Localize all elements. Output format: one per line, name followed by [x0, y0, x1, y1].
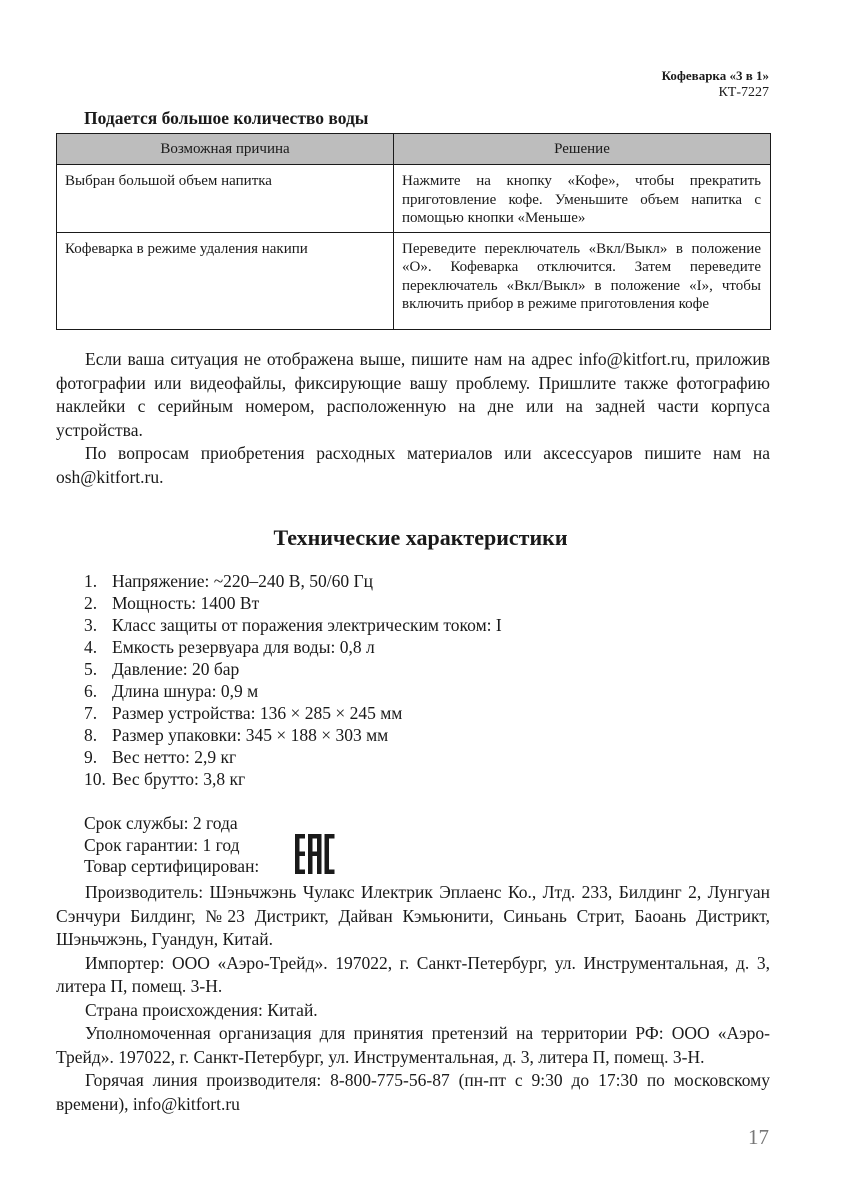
model-number: КТ-7227 — [718, 85, 769, 100]
eac-certification-icon — [295, 834, 335, 874]
manufacturer-paragraph: Производитель: Шэньчжэнь Чулакс Илектрик Эплаенс Ко., Лтд. 233, Билдинг 2, Лунгуан Сэнчури Билдинг, №23 Дистрикт, Дайван Кэмьюнити, Синьань Стрит, Баоань Дистрикт, Шэньчжэнь, Гуандун, Китай. — [56, 882, 770, 949]
accessories-paragraph: По вопросам приобретения расходных материалов или аксессуаров пишите нам на osh@kitfort.ru. — [56, 443, 770, 487]
service-life: Срок службы: 2 года — [84, 813, 238, 833]
list-item: 8. Размер упаковки: 345 × 188 × 303 мм — [84, 725, 389, 745]
spec-text: Длина шнура: 0,9 м — [112, 681, 259, 701]
list-item: 10. Вес брутто: 3,8 кг — [84, 769, 246, 789]
certification-line: Товар сертифицирован: — [84, 856, 260, 876]
trouble-section-title: Подается большое количество воды — [84, 108, 369, 128]
cause-column-header: Возможная причина — [57, 134, 394, 165]
running-header — [662, 67, 769, 101]
solution-cell: Нажмите на кнопку «Кофе», чтобы прекратить приготовление кофе. Уменьшите объем напитка с помощью кнопки «Меньше» — [394, 165, 771, 233]
page-number: 17 — [748, 1125, 769, 1149]
origin-paragraph: Страна происхождения: Китай. — [85, 999, 318, 1020]
spec-text: Размер устройства: 136 × 285 × 245 мм — [112, 703, 403, 723]
spec-text: Мощность: 1400 Вт — [112, 593, 260, 613]
list-item: 6. Длина шнура: 0,9 м — [84, 681, 259, 701]
cause-cell: Кофеварка в режиме удаления накипи — [57, 232, 394, 329]
service-terms — [84, 813, 259, 878]
product-title: Кофеварка «3 в 1» — [661, 68, 769, 83]
spec-text: Напряжение: ~220–240 В, 50/60 Гц — [112, 571, 373, 591]
spec-text: Емкость резервуара для воды: 0,8 л — [112, 637, 375, 657]
troubleshooting-table — [56, 133, 771, 330]
solution-cell: Переведите переключатель «Вкл/Выкл» в положение «О». Кофеварка отключится. Затем переведите переключатель «Вкл/Выкл» в положение «I», чтобы включить прибор в режиме приготовления кофе — [394, 232, 771, 329]
hotline-paragraph: Горячая линия производителя: 8-800-775-56-87 (пн-пт с 9:30 до 17:30 по московскому времени), info@kitfort.ru — [56, 1070, 770, 1114]
company-info — [56, 881, 770, 1116]
solution-column-header: Решение — [394, 134, 771, 165]
specs-list — [84, 570, 502, 790]
table-header-row — [57, 134, 771, 165]
spec-text: Вес брутто: 3,8 кг — [112, 769, 246, 789]
spec-text: Размер упаковки: 345 × 188 × 303 мм — [112, 725, 389, 745]
cause-cell: Выбран большой объем напитка — [57, 165, 394, 233]
list-item: 2. Мощность: 1400 Вт — [84, 593, 260, 613]
contact-paragraph: Если ваша ситуация не отображена выше, пишите нам на адрес info@kitfort.ru, приложив фотографии или видеофайлы, фиксирующие вашу проблему. Пришлите также фотографию наклейки с серийным номером, расположенную на дне или на задней части корпуса устройства. — [56, 349, 770, 440]
list-item: 4. Емкость резервуара для воды: 0,8 л — [84, 637, 375, 657]
list-item: 7. Размер устройства: 136 × 285 × 245 мм — [84, 703, 403, 723]
list-item: 9. Вес нетто: 2,9 кг — [84, 747, 237, 767]
list-item: 1. Напряжение: ~220–240 В, 50/60 Гц — [84, 571, 373, 591]
table-row — [57, 232, 771, 329]
spec-text: Давление: 20 бар — [112, 659, 240, 679]
authorized-org-paragraph: Уполномоченная организация для принятия претензий на территории РФ: ООО «Аэро-Трейд». 197022, г. Санкт-Петербург, ул. Инструментальная, д. 3, литера П, помещ. 3-Н. — [56, 1023, 770, 1067]
list-item: 3. Класс защиты от поражения электрическим током: I — [84, 615, 502, 635]
list-item: 5. Давление: 20 бар — [84, 659, 240, 679]
importer-paragraph: Импортер: ООО «Аэро-Трейд». 197022, г. Санкт-Петербург, ул. Инструментальная, д. 3, литера П, помещ. 3-Н. — [56, 952, 770, 996]
spec-text: Класс защиты от поражения электрическим током: I — [112, 615, 502, 635]
contact-info — [56, 348, 770, 489]
warranty-period: Срок гарантии: 1 год — [84, 834, 240, 855]
specs-title: Технические характеристики — [273, 525, 568, 550]
table-row — [57, 165, 771, 233]
spec-text: Вес нетто: 2,9 кг — [112, 747, 237, 767]
